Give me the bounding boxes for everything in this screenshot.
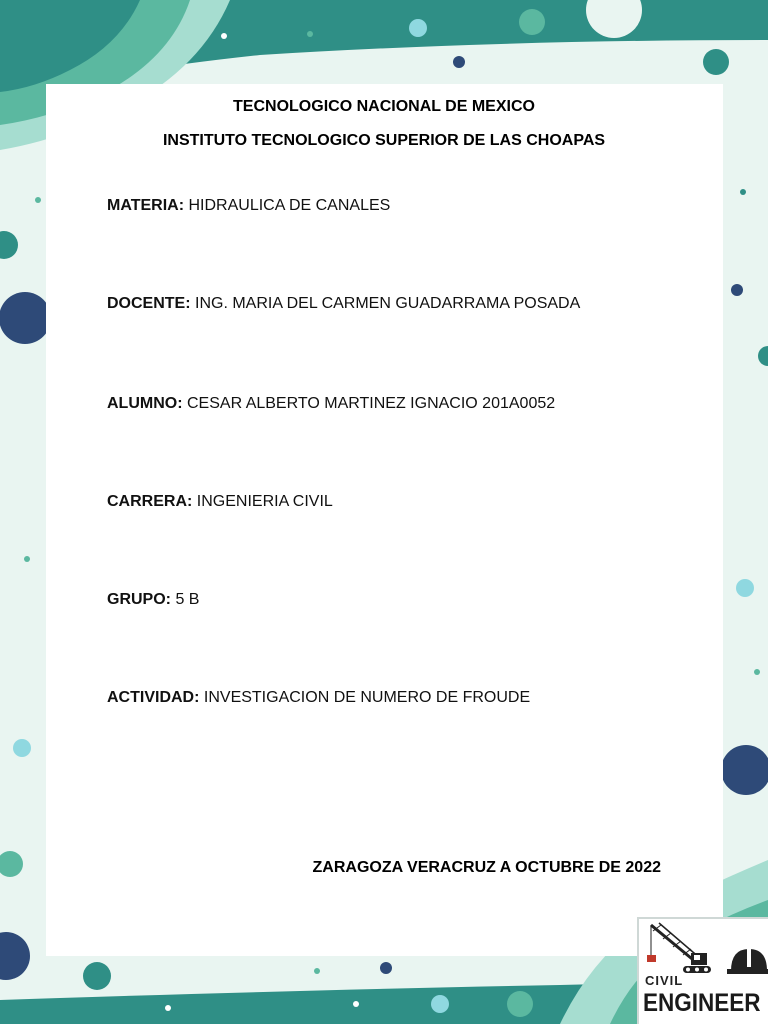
dot [0,932,30,980]
place-date-line: ZARAGOZA VERACRUZ A OCTUBRE DE 2022 [312,859,661,876]
dot [307,31,313,37]
field-label: ACTIVIDAD: [107,689,200,706]
field-label: GRUPO: [107,591,171,608]
dot [431,995,449,1013]
dot [731,284,743,296]
dot [507,991,533,1017]
dot [754,669,760,675]
dot [721,745,768,795]
field-docente [107,295,580,313]
dot [0,851,23,877]
institution-title: TECNOLOGICO NACIONAL DE MEXICO [233,98,535,115]
field-value: ING. MARIA DEL CARMEN GUADARRAMA POSADA [195,295,581,312]
field-value: HIDRAULICA DE CANALES [188,197,391,214]
dot [221,33,227,39]
dot [0,231,18,259]
field-label: DOCENTE: [107,295,191,312]
dot [83,962,111,990]
dot [740,189,746,195]
dot [409,19,427,37]
civil-engineer-logo [637,917,768,1024]
dot [24,556,30,562]
institute-subtitle: INSTITUTO TECNOLOGICO SUPERIOR DE LAS CHOAPAS [162,132,606,149]
dot [314,968,320,974]
dot [453,56,465,68]
dot [35,197,41,203]
field-materia [107,197,390,215]
field-grupo [107,591,199,609]
field-value: INGENIERIA CIVIL [196,493,333,510]
dot [13,739,31,757]
field-carrera [107,493,333,511]
dot [736,579,754,597]
field-actividad [107,689,530,707]
crane-icon [639,919,768,979]
logo-civil-text: CIVIL [645,973,684,988]
field-label: ALUMNO: [107,395,183,412]
dot [353,1001,359,1007]
field-label: CARRERA: [107,493,193,510]
dot [703,49,729,75]
field-label: MATERIA: [107,197,185,214]
dot [0,292,51,344]
logo-engineer-text: ENGINEER [643,989,761,1017]
field-alumno [107,395,555,413]
field-value: 5 B [175,591,200,608]
dot [758,346,768,366]
dot [165,1005,171,1011]
field-value: INVESTIGACION DE NUMERO DE FROUDE [203,689,531,706]
dot [519,9,545,35]
field-value: CESAR ALBERTO MARTINEZ IGNACIO 201A0052 [187,395,556,412]
dot [380,962,392,974]
